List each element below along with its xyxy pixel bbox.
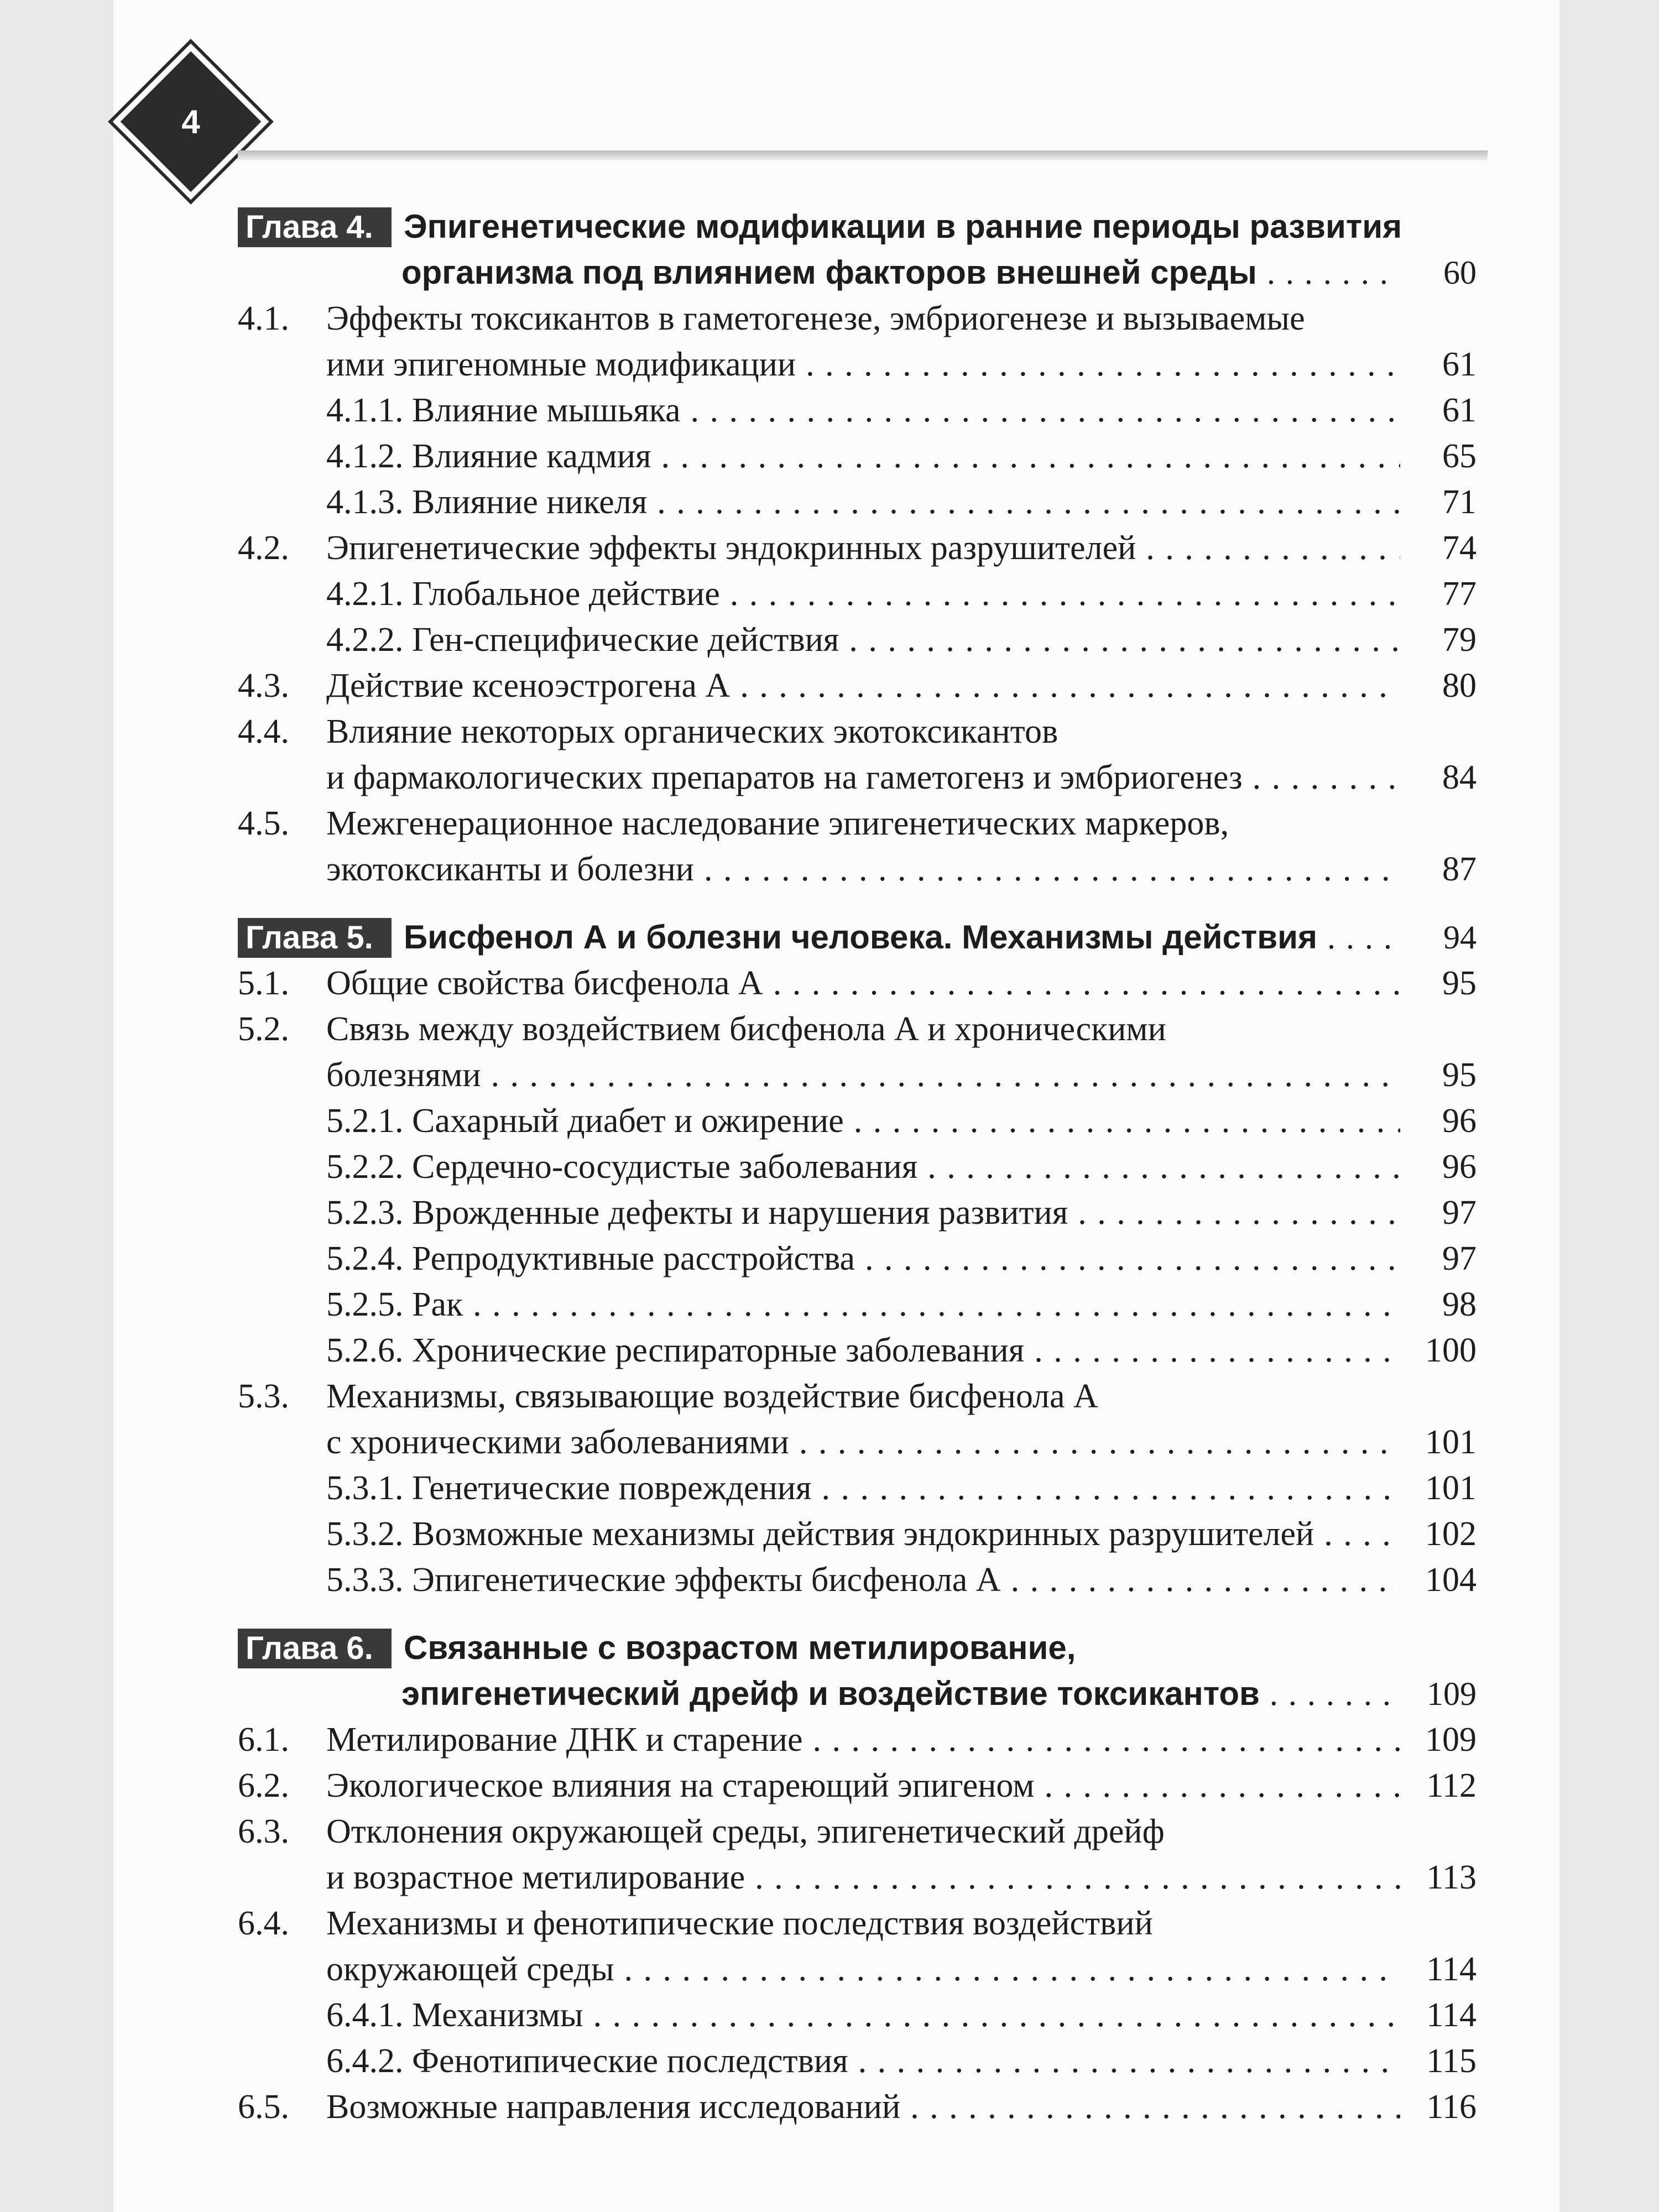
entry-text — [238, 1190, 1068, 1236]
entry-text — [238, 433, 651, 479]
entry-title: Действие ксеноэстрогена А — [326, 667, 731, 705]
dot-leader — [799, 1419, 1400, 1465]
entry-text — [238, 960, 763, 1006]
section-number: 6.4.2. — [326, 2042, 404, 2080]
subsection-entry — [238, 1281, 1477, 1328]
subsection-entry — [238, 433, 1477, 479]
section-entry — [238, 1373, 1477, 1420]
section-number: 6.1. — [238, 1721, 289, 1759]
entry-title: Генетические повреждения — [412, 1469, 812, 1507]
section-number: 5.2.6. — [326, 1332, 404, 1369]
header-rule — [238, 150, 1488, 160]
entry-text — [238, 617, 839, 663]
entry-title: экотоксиканты и болезни — [326, 851, 694, 888]
section-number: 6.4. — [238, 1905, 289, 1942]
section-number: 4.1.2. — [326, 437, 404, 475]
page-ref: 109 — [1427, 1676, 1477, 1712]
section-entry — [238, 2084, 1477, 2130]
dot-leader — [854, 1098, 1400, 1144]
dot-leader — [849, 617, 1400, 663]
dot-leader — [657, 479, 1400, 525]
dot-leader — [806, 341, 1400, 388]
page-ref: 97 — [1442, 1240, 1477, 1277]
entry-title: Глобальное действие — [412, 575, 720, 613]
section-entry — [238, 1052, 1477, 1098]
entry-text — [238, 800, 1229, 847]
dot-leader — [858, 2038, 1400, 2084]
entry-text — [238, 1465, 811, 1511]
chapter-heading-line — [238, 1671, 1477, 1717]
entry-title: Возможные механизмы действия эндокринных разрушителей — [412, 1515, 1314, 1553]
dot-leader — [812, 1717, 1400, 1763]
chapter-heading-line — [238, 914, 1477, 961]
entry-text — [238, 341, 796, 388]
entry-title: и фармакологических препаратов на гаметогенз и эмбриогенез — [326, 759, 1243, 796]
section-number: 6.2. — [238, 1767, 289, 1804]
subsection-entry — [238, 1098, 1477, 1144]
entry-text — [238, 2084, 900, 2130]
dot-leader — [473, 1281, 1400, 1328]
chapter-title: эпигенетический дрейф и воздействие токсикантов — [401, 1675, 1260, 1712]
section-number: 4.3. — [238, 667, 289, 705]
section-number: 5.2.3. — [326, 1194, 404, 1232]
section-entry — [238, 1808, 1477, 1855]
page-ref: 94 — [1443, 919, 1477, 956]
entry-text — [238, 846, 694, 893]
page-ref: 114 — [1426, 1996, 1477, 2034]
page-ref: 71 — [1442, 483, 1477, 521]
section-entry — [238, 1900, 1477, 1947]
chapter-heading-line — [238, 249, 1477, 296]
section-number: 4.1. — [238, 300, 289, 337]
section-number: 6.4.1. — [326, 1996, 404, 2034]
dot-leader — [624, 1946, 1400, 1992]
section-entry — [238, 295, 1477, 342]
section-number: 4.2.1. — [326, 575, 404, 613]
entry-title: Врожденные дефекты и нарушения развития — [412, 1194, 1068, 1232]
dot-leader — [1267, 249, 1400, 296]
entry-text — [238, 1557, 1001, 1603]
section-number: 4.1.1. — [326, 392, 404, 429]
page-ref: 104 — [1425, 1561, 1477, 1599]
section-number: 5.2.2. — [326, 1148, 404, 1186]
subsection-entry — [238, 1465, 1477, 1511]
dot-leader — [593, 1992, 1400, 2038]
subsection-entry — [238, 2038, 1477, 2084]
section-entry — [238, 960, 1477, 1006]
dot-leader — [1078, 1190, 1400, 1236]
section-number: 5.1. — [238, 964, 289, 1002]
dot-leader — [865, 1235, 1400, 1282]
section-entry — [238, 1762, 1477, 1809]
section-number: 6.5. — [238, 2088, 289, 2126]
section-number: 4.2. — [238, 529, 289, 567]
page-ref: 80 — [1442, 667, 1477, 705]
page-ref: 98 — [1442, 1286, 1477, 1323]
entry-text — [238, 1762, 1034, 1809]
entry-title: Эпигенетические эффекты эндокринных разрушителей — [326, 529, 1136, 567]
section-number: 4.4. — [238, 713, 289, 750]
entry-text — [238, 754, 1243, 801]
subsection-entry — [238, 479, 1477, 525]
entry-text — [238, 1006, 1166, 1052]
section-entry — [238, 708, 1477, 755]
chapter-label: Глава 4. — [238, 207, 392, 247]
entry-text — [238, 479, 647, 525]
entry-text — [238, 708, 1058, 755]
entry-title: Экологическое влияния на стареющий эпигеном — [326, 1767, 1035, 1804]
dot-leader — [755, 1854, 1400, 1901]
chapter-label: Глава 5. — [238, 918, 392, 958]
entry-title: Связь между воздействием бисфенола А и хроническими — [326, 1010, 1166, 1048]
chapter-title: Эпигенетические модификации в ранние периоды развития — [404, 208, 1402, 245]
page-ref: 95 — [1442, 1056, 1477, 1094]
page-ref: 109 — [1425, 1721, 1477, 1759]
entry-text — [238, 525, 1136, 571]
page-ref: 101 — [1425, 1423, 1477, 1461]
dot-leader — [730, 571, 1400, 617]
page-ref: 77 — [1442, 575, 1477, 613]
section-entry — [238, 1717, 1477, 1763]
dot-leader — [821, 1465, 1400, 1511]
section-number: 5.3. — [238, 1378, 289, 1415]
chapter-title: организма под влиянием факторов внешней среды — [401, 254, 1257, 291]
entry-text — [238, 1052, 481, 1098]
page-ref: 101 — [1425, 1469, 1477, 1507]
section-entry — [238, 846, 1477, 893]
entry-title: Ген-специфические действия — [412, 621, 839, 659]
section-entry — [238, 1006, 1477, 1052]
section-entry — [238, 341, 1477, 388]
dot-leader — [691, 387, 1401, 434]
dot-leader — [927, 1144, 1400, 1190]
entry-title: Эпигенетические эффекты бисфенола А — [412, 1561, 1001, 1599]
page-ref: 84 — [1442, 759, 1477, 796]
entry-title: Отклонения окружающей среды, эпигенетический дрейф — [326, 1813, 1165, 1850]
entry-title: Возможные направления исследований — [326, 2088, 901, 2126]
page-ref: 102 — [1425, 1515, 1477, 1553]
entry-text — [238, 1717, 802, 1763]
page-ref: 112 — [1426, 1767, 1477, 1804]
subsection-entry — [238, 387, 1477, 434]
section-number: 5.3.1. — [326, 1469, 404, 1507]
entry-title: Общие свойства бисфенола А — [326, 964, 763, 1002]
entry-text — [238, 1373, 1098, 1420]
section-number: 4.5. — [238, 805, 289, 842]
entry-text — [238, 662, 730, 709]
dot-leader — [1034, 1327, 1400, 1374]
page-ref: 74 — [1442, 529, 1477, 567]
page-ref: 100 — [1425, 1332, 1477, 1369]
section-entry — [238, 800, 1477, 847]
entry-text — [238, 1511, 1314, 1557]
page-ref: 79 — [1442, 621, 1477, 659]
section-number: 5.3.2. — [326, 1515, 404, 1553]
entry-text — [238, 1281, 463, 1328]
chapter-heading-line — [238, 1625, 1477, 1671]
entry-title: окружающей среды — [326, 1950, 614, 1988]
dot-leader — [704, 846, 1400, 893]
subsection-entry — [238, 617, 1477, 663]
entry-text — [238, 1900, 1153, 1947]
entry-title: Эффекты токсикантов в гаметогенезе, эмбриогенезе и вызываемые — [326, 300, 1305, 337]
page-ref: 96 — [1442, 1148, 1477, 1186]
entry-title: Сахарный диабет и ожирение — [412, 1102, 844, 1140]
section-number: 6.3. — [238, 1813, 289, 1850]
section-entry — [238, 1946, 1477, 1992]
page-number: 4 — [181, 103, 200, 140]
subsection-entry — [238, 1992, 1477, 2038]
dot-leader — [1270, 1671, 1400, 1717]
page-ref: 61 — [1442, 346, 1477, 383]
section-number: 5.2. — [238, 1010, 289, 1048]
chapter-heading-line — [238, 204, 1477, 250]
subsection-entry — [238, 1327, 1477, 1374]
entry-title: и возрастное метилирование — [326, 1859, 745, 1896]
dot-leader — [773, 960, 1400, 1006]
entry-text — [238, 1098, 844, 1144]
entry-title: Влияние некоторых органических экотоксикантов — [326, 713, 1058, 750]
entry-title: Рак — [412, 1286, 463, 1323]
dot-leader — [1324, 1511, 1400, 1557]
section-number: 4.2.2. — [326, 621, 404, 659]
dot-leader — [740, 662, 1400, 709]
entry-text — [238, 1144, 917, 1190]
entry-title: Механизмы — [412, 1996, 583, 2034]
entry-title: Метилирование ДНК и старение — [326, 1721, 803, 1759]
dot-leader — [1146, 525, 1400, 571]
section-entry — [238, 754, 1477, 801]
page-ref: 95 — [1442, 964, 1477, 1002]
page-ref: 87 — [1442, 851, 1477, 888]
dot-leader — [1044, 1762, 1400, 1809]
entry-text — [238, 1854, 745, 1901]
entry-title: ими эпигеномные модификации — [326, 346, 796, 383]
entry-title: Механизмы, связывающие воздействие бисфенола А — [326, 1378, 1098, 1415]
subsection-entry — [238, 1511, 1477, 1557]
page-ref: 61 — [1442, 392, 1477, 429]
page-ref: 116 — [1426, 2088, 1477, 2126]
section-number: 5.2.5. — [326, 1286, 404, 1323]
chapter-title: Связанные с возрастом метилирование, — [404, 1629, 1076, 1666]
entry-title: Межгенерационное наследование эпигенетических маркеров, — [326, 805, 1229, 842]
entry-title: Репродуктивные расстройства — [412, 1240, 855, 1277]
page-ref: 97 — [1442, 1194, 1477, 1232]
entry-title: Влияние кадмия — [412, 437, 651, 475]
entry-text — [238, 1992, 583, 2038]
section-entry — [238, 1419, 1477, 1465]
chapter-label: Глава 6. — [238, 1629, 392, 1668]
section-number: 5.2.1. — [326, 1102, 404, 1140]
entry-title: с хроническими заболеваниями — [326, 1423, 789, 1461]
dot-leader — [910, 2084, 1400, 2130]
entry-title: Механизмы и фенотипические последствия воздействий — [326, 1905, 1153, 1942]
section-number: 5.2.4. — [326, 1240, 404, 1277]
section-entry — [238, 662, 1477, 709]
chapter-title: Бисфенол А и болезни человека. Механизмы действия — [404, 919, 1318, 956]
subsection-entry — [238, 571, 1477, 617]
entry-title: Влияние никеля — [412, 483, 648, 521]
page-ref: 114 — [1426, 1950, 1477, 1988]
page-ref: 115 — [1426, 2042, 1477, 2080]
entry-text — [238, 387, 681, 434]
entry-title: Сердечно-сосудистые заболевания — [412, 1148, 918, 1186]
page-ref: 65 — [1442, 437, 1477, 475]
dot-leader — [1011, 1557, 1400, 1603]
entry-title: Фенотипические последствия — [412, 2042, 848, 2080]
subsection-entry — [238, 1144, 1477, 1190]
entry-text — [238, 1419, 789, 1465]
subsection-entry — [238, 1190, 1477, 1236]
section-number: 4.1.3. — [326, 483, 404, 521]
entry-text — [238, 2038, 848, 2084]
entry-text — [238, 295, 1305, 342]
page-ref: 60 — [1443, 254, 1477, 291]
section-entry — [238, 1854, 1477, 1901]
dot-leader — [1327, 914, 1400, 961]
dot-leader — [1253, 754, 1400, 801]
entry-title: Влияние мышьяка — [412, 392, 681, 429]
entry-title: Хронические респираторные заболевания — [412, 1332, 1025, 1369]
dot-leader — [661, 433, 1400, 479]
entry-title: болезнями — [326, 1056, 481, 1094]
subsection-entry — [238, 1557, 1477, 1603]
entry-text — [238, 571, 720, 617]
page-ref: 113 — [1426, 1859, 1477, 1896]
entry-text — [238, 1946, 614, 1992]
entry-text — [238, 1235, 855, 1282]
entry-text — [238, 1327, 1024, 1374]
dot-leader — [491, 1052, 1400, 1098]
page-ref: 96 — [1442, 1102, 1477, 1140]
entry-text — [238, 1808, 1165, 1855]
subsection-entry — [238, 1235, 1477, 1282]
section-entry — [238, 525, 1477, 571]
section-number: 5.3.3. — [326, 1561, 404, 1599]
